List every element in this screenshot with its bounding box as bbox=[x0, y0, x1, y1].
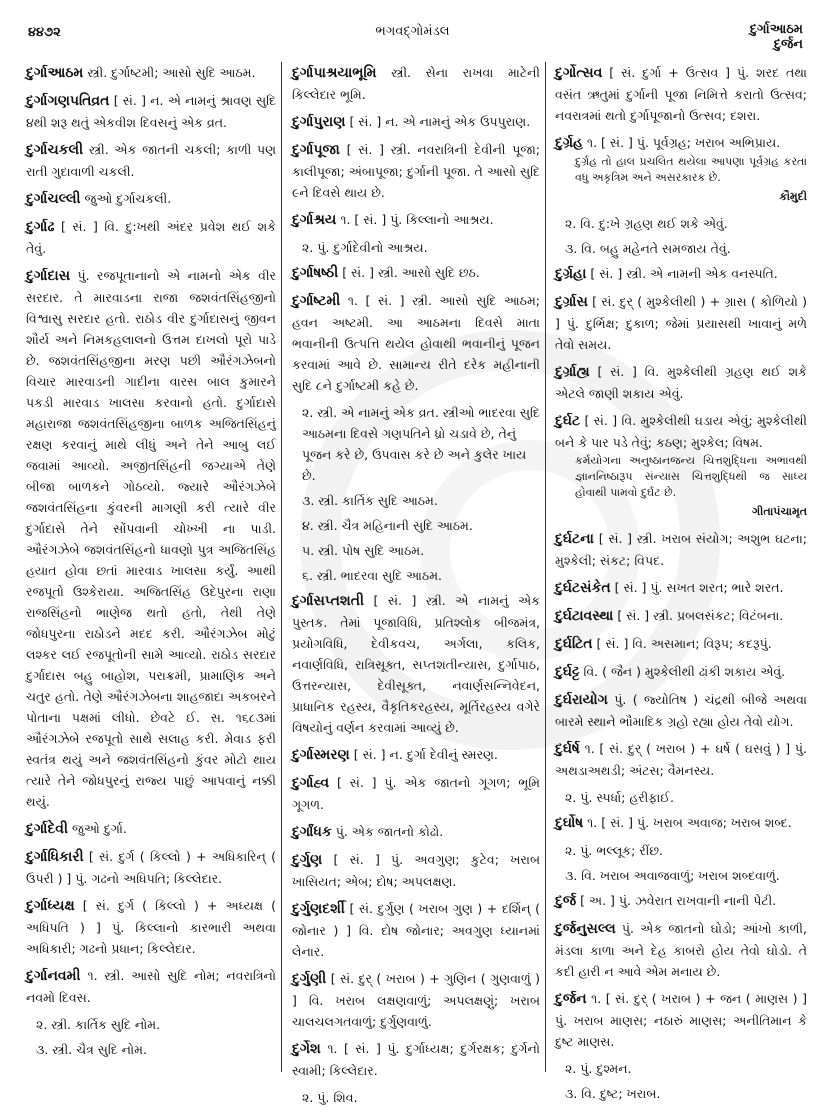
dictionary-entry bbox=[555, 410, 807, 522]
definition: ૧. [ સં. ] પું. પૂર્વગ્રહ; ખરાબ અભિપ્રાય. bbox=[586, 135, 781, 150]
headword: દુર્ઘર્ષ bbox=[555, 741, 580, 757]
sense: ૨. વિ. દુ:ખે ગ્રહણ થઈ શકે એવું. bbox=[565, 216, 728, 231]
dictionary-columns bbox=[0, 62, 825, 1112]
headword: દુર્ગાષ્ટમી bbox=[292, 293, 341, 309]
headword: દુર્ગાપાશ્રયાભૂમિ bbox=[292, 65, 377, 81]
definition: સ્ત્રી. સેના રાખવા માટેની કિલ્લેદાર ભૂમિ. bbox=[292, 65, 541, 102]
definition: [ સં. દુર્ગ ( કિલ્લો ) + અધ્યક્ષ ( અધિપતિ ) ] પું. કિલ્લાનો કારભારી અથવા અધિકારી; ગઢનો પ્રધાન; કિલ્લેદાર. bbox=[26, 898, 276, 956]
definition: [ સં. ] પું. સખત શરત; ભારે શરત. bbox=[614, 580, 784, 595]
definition: ૧. સ્ત્રી. આસો સુદિ નોમ; નવરાત્રિનો નવમો દિવસ. bbox=[26, 968, 276, 1005]
dictionary-entry bbox=[26, 139, 276, 182]
headword: દુર્ગેશ bbox=[292, 1041, 321, 1057]
definition: [ સં. ] વિ. અસમાન; વિરૂપ; કદરૂપું. bbox=[596, 636, 772, 651]
sense: ૨. પું. દુશ્મન. bbox=[565, 1061, 632, 1076]
dictionary-entry bbox=[292, 968, 540, 1032]
definition: જુઓ દુર્ગાચકલી. bbox=[84, 191, 172, 206]
book-title: ભગવદ્ગોમંડલ bbox=[375, 24, 450, 39]
sense: ૨. પું. શિવ. bbox=[302, 1090, 358, 1105]
definition: [ સં. ] પું. અવગુણ; કુટેવ; ખરાબ ખાસિયત; એબ; દોષ; અપલક્ષણ. bbox=[292, 852, 540, 889]
sense: ૩. વિ. ખરાબ અવાજવાળું; ખરાબ શબ્દવાળું. bbox=[565, 868, 780, 883]
dictionary-entry bbox=[292, 290, 540, 396]
column-3 bbox=[555, 62, 807, 1108]
dictionary-entry bbox=[292, 744, 540, 766]
dictionary-entry bbox=[555, 605, 807, 627]
headword: દુર્ગાહ્વ bbox=[292, 775, 330, 791]
dictionary-entry bbox=[555, 890, 807, 912]
dictionary-entry bbox=[292, 821, 540, 843]
headword: દુર્ગાચલ્લી bbox=[26, 191, 81, 207]
guide-word-last: દુર્જન bbox=[773, 37, 803, 52]
headword: દુર્ગાદેવી bbox=[26, 821, 69, 837]
usage-quote: કર્મયોગના અનુષ્ઠાનજન્ય ચિત્તશુદ્ધિના અભાવથી જ્ઞાનનિષ્ઠારૂપ સંન્યાસ ચિત્તશુદ્ધિથી જ સાધ્ય હોવાથી પામવો દુર્ઘટ છે. bbox=[575, 454, 807, 499]
definition: [ સં. દુર્ ( ખરાબ ) + ગુણિન ( ગુણવાળું ) ] વિ. ખરાબ લક્ષણવાળું; અપલક્ષણું; ખરાબ ચાલચલગતવાળું; દુર્ગુણવાળું. bbox=[292, 971, 540, 1029]
sense: ૨. પું. દુર્ગાદેવીનો આશ્રય. bbox=[302, 240, 428, 255]
definition: પું. એક જાતનો કોઢો. bbox=[335, 824, 444, 839]
dictionary-entry bbox=[555, 361, 807, 404]
definition: પું. એક જાતનો ઘોડો; આંખો કાળી, મંડલા કાળા અને દેહ કાબરો હોય તેવો ઘોડો. તે કદી હારી ન આવે એમ મનાય છે. bbox=[555, 921, 807, 979]
dictionary-entry bbox=[292, 62, 540, 105]
dictionary-entry bbox=[26, 895, 276, 959]
sense: ૨. સ્ત્રી. કાર્તિક સુદિ નોમ. bbox=[36, 1017, 161, 1032]
headword: દુર્જન bbox=[555, 991, 587, 1007]
dictionary-entry bbox=[555, 132, 807, 207]
definition: વિ. ( જૈન ) મુશ્કેલીથી ઢાંકી શકાય એવું. bbox=[583, 664, 786, 679]
definition: [ સં. ] વિ. મુશ્કેલીથી ઘડાય એવું; મુશ્કેલીથી બને કે પાર પડે તેવું; કઠણ; મુશ્કેલ; વિષમ. bbox=[555, 413, 807, 450]
dictionary-entry bbox=[292, 849, 540, 892]
dictionary-entry bbox=[555, 528, 807, 571]
dictionary-entry bbox=[555, 689, 807, 732]
headword: દુર્જનુસલ્લ bbox=[555, 921, 616, 937]
dictionary-entry bbox=[26, 62, 276, 84]
headword: દુર્જ bbox=[555, 893, 577, 909]
headword: દુર્ગોત્સવ bbox=[555, 65, 603, 81]
headword: દુર્ગાપૂજા bbox=[292, 142, 340, 158]
headword: દુર્ગાસ્મરણ bbox=[292, 747, 350, 763]
page-number: ૪૪૭૨ bbox=[28, 25, 61, 40]
definition: [ સં. ] વિ. મુશ્કેલીથી ગ્રહણ થઈ શકે એટલે જાણી શકાય એવું. bbox=[555, 364, 807, 401]
dictionary-entry bbox=[555, 661, 807, 683]
column-1 bbox=[26, 62, 276, 1064]
definition: ૧. [ સં. ] પું. કિલ્લાનો આશ્રય. bbox=[340, 212, 494, 227]
dictionary-entry bbox=[555, 263, 807, 285]
sense: ૨. પું. સ્પર્ધા; હરીફાઈ. bbox=[565, 790, 674, 805]
column-2 bbox=[292, 62, 540, 1112]
headword: દુર્ઘટના bbox=[555, 531, 594, 547]
dictionary-entry bbox=[292, 111, 540, 133]
sense: ૩. સ્ત્રી. કાર્તિક સુદિ આઠમ. bbox=[302, 493, 438, 508]
dictionary-entry bbox=[555, 577, 807, 599]
quote-source: ગીતાપંચામૃત bbox=[752, 505, 807, 518]
definition: સ્ત્રી. એક જાતની ચકલી; કાળી પણ રાતી ગુદાવાળી ચકલી. bbox=[26, 142, 276, 179]
dictionary-entry bbox=[555, 738, 807, 781]
sense: ૨. સ્ત્રી. એ નામનું એક વ્રત. સ્ત્રીઓ ભાદરવા સુદિ આઠમના દિવસે ગણપતિને ધ્રો ચડાવે છે, તેનું પૂજન કરે છે, ઉપવાસ કરે છે અને કુલેર ખાય છે. bbox=[302, 405, 540, 483]
definition: [ સં. દુર્ ( મુશ્કેલીથી ) + ગ્રાસ ( કોળિયો ) ] પું. દુર્ભિક્ષ; દુકાળ; જેમાં પ્રયાસથી ખાવાનું મળે તેવો સમય. bbox=[555, 294, 807, 352]
definition: પું. ( જ્યોતિષ ) ચંદ્રથી બીજે અથવા બારમે સ્થાને ભૌમાદિક ગ્રહો રહ્યા હોય તેવો યોગ. bbox=[555, 692, 807, 729]
dictionary-entry bbox=[555, 291, 807, 355]
dictionary-entry bbox=[292, 209, 540, 231]
definition: જુઓ દુર્ગા. bbox=[72, 821, 127, 836]
sense: ૬. સ્ત્રી. ભાદરવા સુદિ આઠમ. bbox=[302, 568, 443, 583]
headword: દુર્ઘરાયોગ bbox=[555, 692, 608, 708]
page-header bbox=[0, 0, 825, 56]
definition: [ સં. ] સ્ત્રી. ખરાબ સંયોગ; અશુભ ઘટના; મુશ્કેલી; સંકટ; વિપદ. bbox=[555, 531, 807, 568]
dictionary-entry bbox=[292, 772, 540, 815]
sense: ૫. સ્ત્રી. પોષ સુદિ આઠમ. bbox=[302, 543, 425, 558]
headword: દુર્ગાધ્યક્ષ bbox=[26, 898, 75, 914]
headword: દુર્ગુણી bbox=[292, 971, 327, 987]
headword: દુર્ગ્રહા bbox=[555, 266, 587, 282]
dictionary-entry bbox=[26, 188, 276, 210]
definition: ૧. [ સં. ] પું. દુર્ગાધ્યક્ષ; દુર્ગરક્ષક; દુર્ગનો સ્વામી; કિલ્લેદાર. bbox=[292, 1041, 540, 1078]
headword: દુર્ઘોષ bbox=[555, 815, 584, 831]
definition: [ સં. ] સ્ત્રી. આસો સુદિ છઠ. bbox=[342, 265, 480, 280]
dictionary-entry bbox=[26, 216, 276, 259]
headword: દુર્ગ્રાહ્ય bbox=[555, 364, 590, 380]
headword: દુર્ગ્રાસ bbox=[555, 294, 588, 310]
definition: [ સં. ] ન. એ નામનું શ્રાવણ સુદિ ૪થી શરૂ થતું એકવીશ દિવસનું એક વ્રત. bbox=[26, 93, 276, 130]
sense: ૨. પું. ભલ્લૂક; રીંછ. bbox=[565, 843, 663, 858]
headword: દુર્ગુણદર્શી bbox=[292, 901, 345, 917]
dictionary-entry bbox=[26, 90, 276, 133]
headword: દુર્ગાપુરાણ bbox=[292, 114, 346, 130]
headword: દુર્ગાચકલી bbox=[26, 142, 84, 158]
definition: [ સં. ] વિ. દુ:ખથી અંદર પ્રવેશ થઈ શકે તેવું. bbox=[26, 219, 276, 256]
headword: દુર્ગાસપ્તશતી bbox=[292, 593, 365, 609]
headword: દુર્ઘટ્ટ bbox=[555, 664, 580, 680]
column-divider bbox=[281, 62, 282, 1072]
dictionary-entry bbox=[26, 818, 276, 840]
definition: સ્ત્રી. દુર્ગાષ્ટમી; આસો સુદિ આઠમ. bbox=[87, 65, 256, 80]
headword: દુર્ગાષષ્ઠી bbox=[292, 265, 339, 281]
headword: દુર્ગ્રહ bbox=[555, 135, 583, 151]
dictionary-entry bbox=[555, 988, 807, 1052]
guide-word-first: દુર્ગાઆઠમ bbox=[749, 22, 803, 37]
definition: [ સં. ] સ્ત્રી. નવરાત્રિની દેવીની પૂજા; કાલીપૂજા; અંબાપૂજા; દુર્ગાની પૂજા. તે આસો સુદિ ૯ને દિવસે થાય છે. bbox=[292, 142, 541, 200]
headword: દુર્ઘટાવસ્થા bbox=[555, 608, 614, 624]
dictionary-entry bbox=[555, 62, 807, 126]
definition: ૧. [ સં. દુર્ ( ખરાબ ) + જન ( માણસ ) ] પું. ખરાબ માણસ; નઠારું માણસ; અનીતિમાન કે દુષ્ટ માણસ. bbox=[555, 991, 807, 1049]
headword: દુર્ઘટિત bbox=[555, 636, 593, 652]
headword: દુર્ઘટ bbox=[555, 413, 581, 429]
dictionary-entry bbox=[292, 898, 540, 962]
column-divider bbox=[545, 62, 546, 1072]
definition: [ સં. ] સ્ત્રી. એ નામનું એક પુસ્તક. તેમાં પૂજાવિધિ, પ્રતિશ્લોક બીજમંત્ર, પ્રયોગવિધિ, દેવીકવચ, અર્ગલા, કલિક, નવાર્ણવિધિ, રાત્રિસૂક્ત, સપ્તશતીન્યાસ, દુર્ગાપાઠ, ઉત્તરન્યાસ, દેવીસૂક્ત, નવાર્ણસન્નિવેદન, પ્રાધાનિક રહસ્ય, વૈકૃતિકરહસ્ય, મૂર્તિરહસ્ય વગેરે વિષયોનું વર્ણન કરવામાં આવ્યું છે. bbox=[292, 593, 540, 735]
headword: દુર્ગાગણપતિવ્રત bbox=[26, 93, 110, 109]
headword: દુર્ગુણ bbox=[292, 852, 323, 868]
sense: ૪. સ્ત્રી. ચૈત્ર મહિનાની સુદિ આઠમ. bbox=[302, 518, 473, 533]
definition: પું. રજપૂતાનાનો એ નામનો એક વીર સરદાર. તે મારવાડના રાજા જશવંતસિંહજીનો વિશ્વાસુ સરદાર હતો. રાઠોડ વીર દુર્ગાદાસનું જીવન શૌર્ય અને નિમકહલાલનો ઉત્તમ દાખલો પૂરો પાડે છે. જશવંતસિંહજીના મરણ પછી ઔરંગઝેબનો વિચાર મારવાડની ગાદીના વારસ બાલ કુમારને પકડી મારવાડ ખાલસા કરવાનો હતો. દુર્ગાદાસે મહારાજા જશવંતસિંહજીના બાળક અજિતસિંહનું રક્ષણ કરવાનું માથે લીધું અને તેને આબુ લઈ જવામાં આવ્યો. અજીતસિંહની જગ્યાએ તેણે બીજા બાળકને ગોઠવ્યો. જ્યારે ઔરંગઝેબે જશવંતસિંહના કુંવરની માગણી કરી ત્યારે વીર દુર્ગાદાસે તેને સોંપવાની ચોખ્ખી ના પાડી. ઔરંગઝેબે જશવંતસિંહનો ધાવણો પુત્ર અજિતસિંહ હયાત હોવા છતાં મારવાડ ખાલસા કર્યું. આથી રજપૂતો ઉશ્કેરાયા. અજિતસિંહ ઉદેપુરના રાણા રાજસિંહનો ભાણેજ થતો હતો, તેથી તેણે જોધપુરના રાઠોડને મદદ કરી. ઔરંગઝેબ મોટું લશ્કર લઈ રજપૂતોની સામે આવ્યો. રાઠોડ સરદાર દુર્ગાદાસ બહુ બાહોશ, પરાક્રમી, પ્રામાણિક અને ચતુર હતો. તેણે ઔરંગઝેબના શાહજાદા અકબરને પોતાના પક્ષમાં લીધો. છેવટે ઈ. સ. ૧૬૮૩માં ઔરંગઝેબે રજપૂતો સાથે સલાહ કરી. મેવાડ ફરી સ્વતંત્ર થયું અને જશવંતસિંહનો કુંવર મોટો થાય ત્યારે તેને જોધપુરનું રાજ્ય પાછું આપવાનું નક્કી થયું. bbox=[26, 268, 276, 809]
headword: દુર્ગાંધક bbox=[292, 824, 332, 840]
sense: ૩. વિ. દુષ્ટ; ખરાબ. bbox=[565, 1086, 661, 1101]
dictionary-entry bbox=[555, 812, 807, 834]
definition: [ અ. ] પું. ઝવેરાત રાખવાની નાની પેટી. bbox=[580, 893, 777, 908]
headword: દુર્ઘટસંકેત bbox=[555, 580, 611, 596]
quote-source: કૌમુદી bbox=[779, 190, 807, 203]
definition: [ સં. ] સ્ત્રી. એ નામની એક વનસ્પતિ. bbox=[590, 266, 778, 281]
headword: દુર્ગાશ્રય bbox=[292, 212, 337, 228]
definition: [ સં. ] પું. એક જાતનો ગૂગળ; ભૂમિ ગૂગળ. bbox=[292, 775, 540, 812]
usage-quote: દુર્ગ્રહ તો હાલ પ્રચલિત થયેલા આપણા પૂર્વગ્રહ કરતાં વધુ અકૃત્રિમ અને અસરકારક છે. bbox=[575, 155, 807, 184]
sense: ૩. વિ. બહુ મહેનતે સમજાય તેવું. bbox=[565, 241, 731, 256]
definition: [ સં. ] સ્ત્રી. પ્રબલસંકટ; વિટંબના. bbox=[617, 608, 784, 623]
dictionary-entry bbox=[26, 265, 276, 812]
headword: દુર્ગાદાસ bbox=[26, 268, 71, 284]
dictionary-entry bbox=[555, 633, 807, 655]
guide-words bbox=[750, 22, 803, 52]
dictionary-entry bbox=[292, 262, 540, 284]
dictionary-entry bbox=[555, 918, 807, 982]
dictionary-entry bbox=[26, 846, 276, 889]
definition: [ સં. ] ન. દુર્ગા દેવીનું સ્મરણ. bbox=[353, 747, 498, 762]
headword: દુર્ગાઆઠમ bbox=[26, 65, 84, 81]
dictionary-entry bbox=[292, 139, 540, 203]
headword: દુર્ગાધિકારી bbox=[26, 849, 84, 865]
definition: [ સં. દુર્ગ ( કિલ્લો ) + અધિકારિન્ ( ઉપરી ) ] પું. ગઢનો અધિપતિ; કિલ્લેદાર. bbox=[26, 849, 276, 886]
dictionary-entry bbox=[26, 965, 276, 1008]
sense: ૩. સ્ત્રી. ચૈત્ર સુદિ નોમ. bbox=[36, 1042, 147, 1057]
dictionary-entry bbox=[292, 590, 540, 738]
definition: [ સં. દુર્ગુણ ( ખરાબ ગુણ ) + દર્શિન્ ( જોનાર ) ] વિ. દોષ જોનાર; અવગુણ ધ્યાનમાં લેનાર. bbox=[292, 901, 540, 959]
definition: ૧. [ સં. દુર્ ( ખરાબ ) + ઘર્ષ ( ઘસવું ) ] પું. અથડાઅથડી; અંટસ; વૈમનસ્ય. bbox=[555, 741, 807, 778]
definition: [ સં. ] ન. એ નામનું એક ઉપપુરાણ. bbox=[349, 114, 531, 129]
dictionary-entry bbox=[292, 1038, 540, 1081]
definition: [ સં. દુર્ગા + ઉત્સવ ] પું. શરદ તથા વસંત ઋતુમાં દુર્ગાની પૂજા નિમિત્તે કરાતો ઉત્સવ; નવરાત્રમાં થતો દુર્ગાપૂજાનો ઉત્સવ; દશરા. bbox=[555, 65, 807, 123]
headword: દુર્ગાનવમી bbox=[26, 968, 81, 984]
definition: ૧. [ સં. ] પું. ખરાબ અવાજ; ખરાબ શબ્દ. bbox=[587, 815, 792, 830]
headword: દુર્ગાઢ bbox=[26, 219, 55, 235]
definition: ૧. [ સં. ] સ્ત્રી. આસો સુદિ આઠમ; હવન અષ્ટમી. આ આઠમના દિવસે માતા ભવાનીની ઉત્પત્તિ થયેલ હોવાથી ભવાનીનું પૂજન કરવામાં આવે છે. સામાન્ય રીતે દરેક મહીનાની સુદિ ૮ને દુર્ગાષ્ટમી કહે છે. bbox=[292, 293, 540, 393]
